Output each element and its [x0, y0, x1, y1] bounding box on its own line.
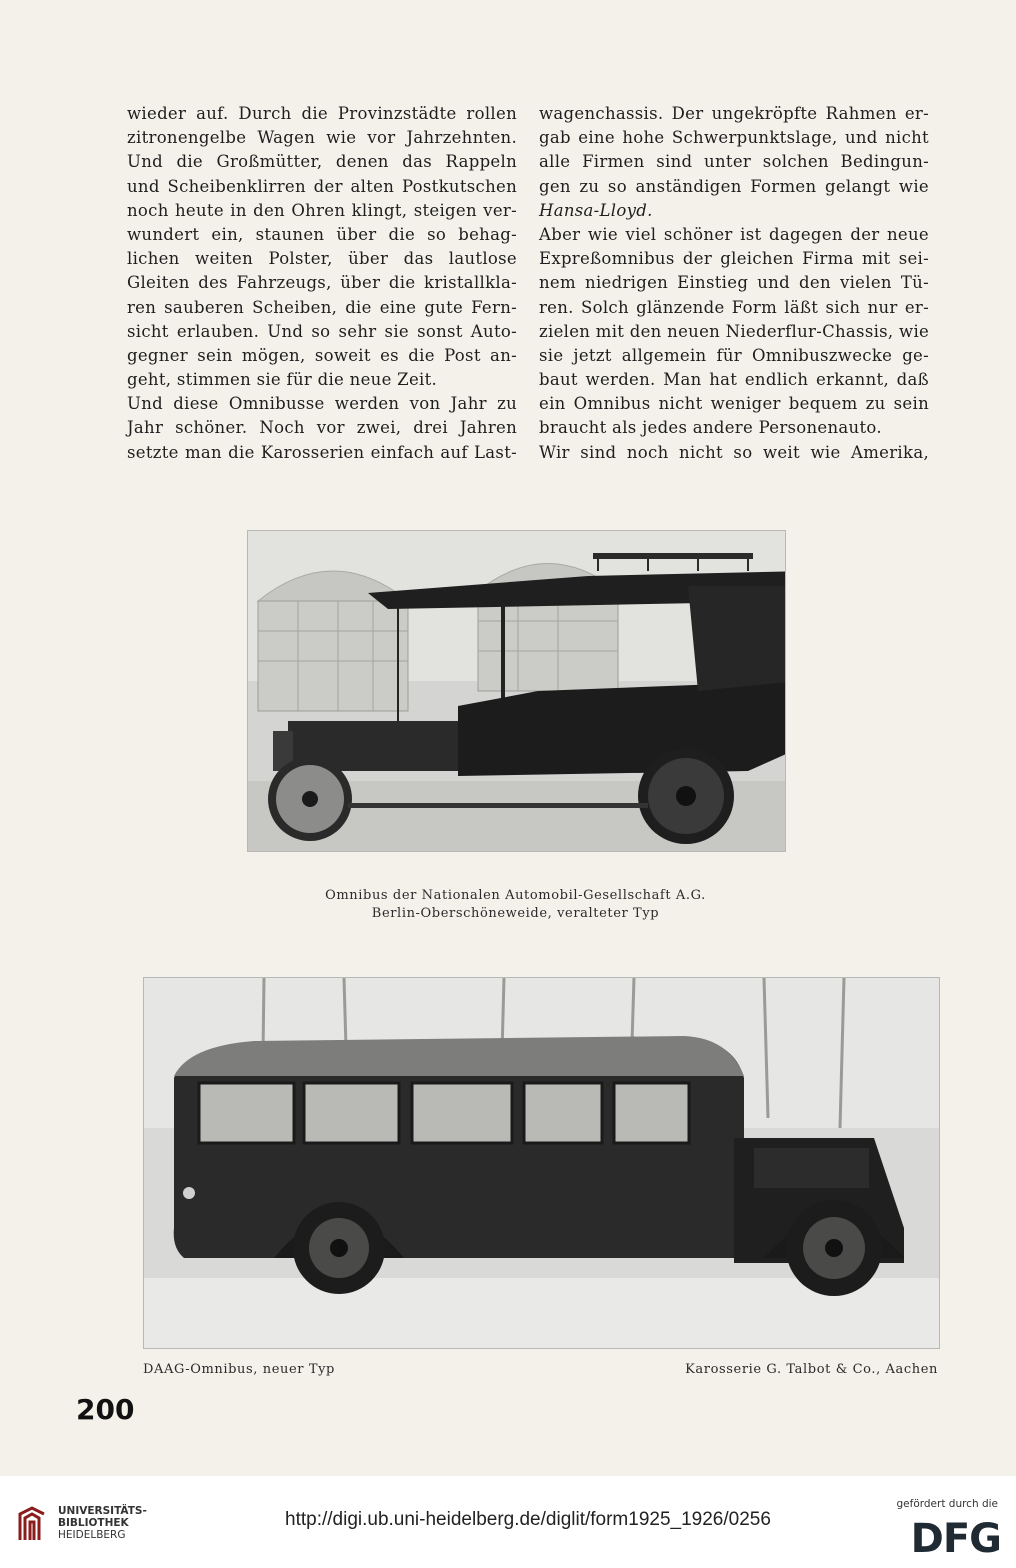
library-name-line: BIBLIOTHEK [58, 1517, 129, 1529]
text-line: baut werden. Man hat endlich erkannt, daß [539, 370, 929, 390]
old-omnibus-illustration [248, 531, 785, 851]
text-line: zitronengelbe Wagen wie vor Jahrzehnten. [127, 128, 517, 148]
text-line: wagenchassis. Der ungekröpfte Rahmen er- [539, 104, 929, 123]
text-line: und Scheibenklirren der alten Postkutschen [127, 176, 517, 196]
library-name-line: HEIDELBERG [58, 1529, 126, 1541]
text-line: alle Firmen sind unter solchen Bedingun- [539, 152, 929, 172]
caption-line: Berlin-Oberschöneweide, veralteter Typ [371, 906, 660, 921]
page-number: 200 [76, 1393, 135, 1426]
library-name-line: UNIVERSITÄTS- [58, 1505, 147, 1517]
text-line: geht, stimmen sie für die neue Zeit. [127, 370, 438, 390]
text-line: ren. Solch glänzende Form läßt sich nur er- [539, 297, 929, 317]
text-line: Wir sind noch nicht so weit wie Amerika, [539, 442, 929, 462]
photo-caption-2-right: Karosserie G. Talbot & Co., Aachen [685, 1362, 938, 1377]
text-line [539, 199, 929, 223]
text-line: noch heute in den Ohren klingt, steigen ver- [127, 200, 517, 220]
funding-note: gefördert durch die [896, 1498, 998, 1510]
dfg-logo: DFG [910, 1516, 1001, 1562]
text-line: ren sauberen Scheiben, die eine gute Fern- [127, 297, 517, 317]
text-line: Expreßomnibus der gleichen Firma mit sei- [539, 249, 929, 269]
text-column-left [127, 102, 517, 465]
text-line: ein Omnibus nicht weniger bequem zu sein [539, 394, 929, 414]
emphasis-text: Hansa-Lloyd. [539, 200, 653, 220]
text-line: wieder auf. Durch die Provinzstädte rollen [127, 104, 517, 123]
text-line: setzte man die Karosserien einfach auf Last- [127, 442, 517, 462]
text-line: gegner sein mögen, soweit es die Post an- [127, 345, 517, 365]
photo-caption-2-left: DAAG-Omnibus, neuer Typ [143, 1362, 335, 1377]
text-line: nem niedrigen Einstieg und den vielen Tü- [539, 273, 929, 293]
text-line: Und diese Omnibusse werden von Jahr zu [127, 394, 517, 414]
text-line: Und die Großmütter, denen das Rappeln [127, 152, 517, 172]
digitization-footer [0, 1476, 1016, 1568]
daag-omnibus-photo [143, 977, 940, 1349]
text-line: wundert ein, staunen über die so behag- [127, 224, 517, 244]
text-line: sie jetzt allgemein für Omnibuszwecke ge- [539, 345, 929, 365]
photo-caption-1 [247, 887, 784, 923]
text-line: Jahr schöner. Noch vor zwei, drei Jahren [127, 418, 517, 438]
caption-line: Omnibus der Nationalen Automobil-Gesellschaft A.G. [325, 888, 706, 903]
library-name [58, 1505, 147, 1541]
text-line: sicht erlauben. Und so sehr sie sonst Auto- [127, 321, 517, 341]
text-line: braucht als jedes andere Personenauto. [539, 418, 882, 438]
text-line: lichen weiten Polster, über das lautlose [127, 249, 517, 269]
old-omnibus-photo [247, 530, 786, 852]
text-column-right [539, 102, 929, 465]
library-logo-icon [16, 1506, 48, 1542]
daag-omnibus-illustration [144, 978, 939, 1348]
text-line: Gleiten des Fahrzeugs, über die kristallkla- [127, 273, 517, 293]
text-line: zielen mit den neuen Niederflur-Chassis, wie [539, 321, 930, 341]
text-line: gen zu so anständigen Formen gelangt wie [539, 176, 929, 196]
text-line: Aber wie viel schöner ist dagegen der neue [539, 224, 929, 244]
text-line: gab eine hohe Schwerpunktslage, und nicht [539, 128, 929, 148]
source-url-link[interactable]: http://digi.ub.uni-heidelberg.de/diglit/form1925_1926/0256 [285, 1509, 771, 1530]
